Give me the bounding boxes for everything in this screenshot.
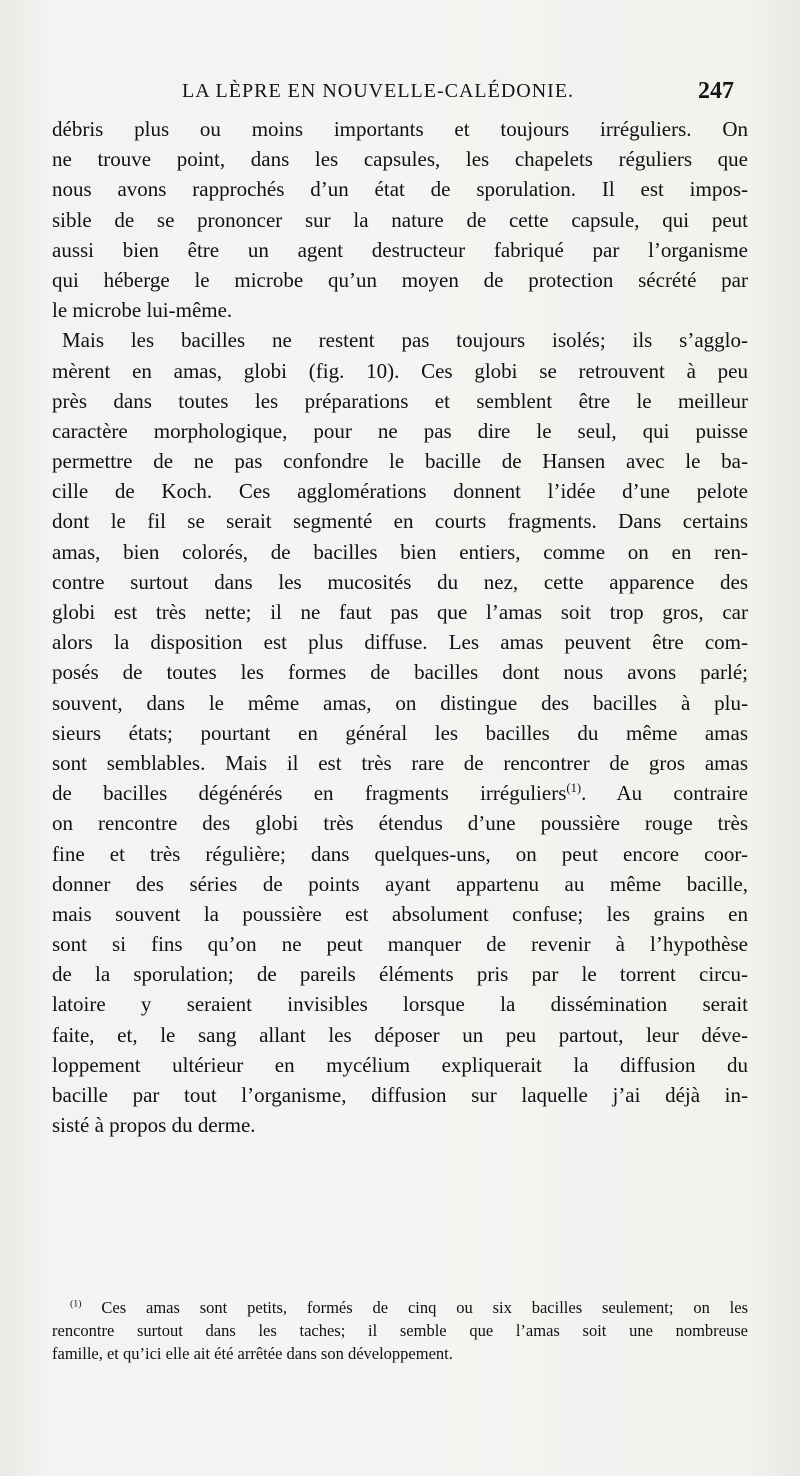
page-header — [182, 78, 738, 114]
text-line: qui héberge le microbe qu’un moyen de protection sécrété par — [52, 267, 748, 292]
text-line: aussi bien être un agent destructeur fabriqué par l’organisme — [52, 237, 748, 262]
text-line: dont le fil se serait segmenté en courts fragments. Dans certains — [52, 509, 748, 534]
text-line: sible de se prononcer sur la nature de cette capsule, qui peut — [52, 207, 748, 232]
page-number: 247 — [698, 78, 734, 104]
text-line: fine et très régulière; dans quelques-uns, on peut encore coor- — [52, 841, 748, 866]
text-line: latoire y seraient invisibles lorsque la dissémination serait — [52, 992, 748, 1017]
text-line: de la sporulation; de pareils éléments pris par le torrent circu- — [52, 962, 748, 987]
text-line: ne trouve point, dans les capsules, les chapelets réguliers que — [52, 147, 748, 172]
text-line: loppement ultérieur en mycélium expliquerait la diffusion du — [52, 1052, 748, 1077]
text-line: mais souvent la poussière est absolument confuse; les grains en — [52, 901, 748, 926]
body-text — [52, 114, 748, 1140]
text-line: alors la disposition est plus diffuse. Les amas peuvent être com- — [52, 630, 748, 655]
text-line: sieurs états; pourtant en général les bacilles du même amas — [52, 720, 748, 745]
text-line: débris plus ou moins importants et toujours irréguliers. On — [52, 117, 748, 141]
text-line: bacille par tout l’organisme, diffusion sur laquelle j’ai déjà in- — [52, 1083, 748, 1107]
text-line: amas, bien colorés, de bacilles bien entiers, comme on en ren- — [52, 539, 748, 564]
text-line: posés de toutes les formes de bacilles dont nous avons parlé; — [52, 660, 748, 685]
text-line: mèrent en amas, globi (fig. 10). Ces globi se retrouvent à peu — [52, 358, 748, 383]
text-line: donner des séries de points ayant appartenu au même bacille, — [52, 871, 748, 896]
text-line: Mais les bacilles ne restent pas toujours isolés; ils s’agglo- — [62, 328, 748, 353]
text-line: permettre de ne pas confondre le bacille de Hansen avec le ba- — [52, 449, 748, 474]
text-line: nous avons rapprochés d’un état de sporulation. Il est impos- — [52, 177, 748, 202]
text-line: le microbe lui-même. — [52, 298, 233, 323]
text-line: contre surtout dans les mucosités du nez, cette apparence des — [52, 569, 748, 594]
footnote-marker: (1) — [70, 1298, 82, 1310]
text-line: près dans toutes les préparations et semblent être le meilleur — [52, 388, 748, 413]
footnote — [52, 1296, 748, 1365]
text-line: faite, et, le sang allant les déposer un peu partout, leur déve- — [52, 1022, 748, 1047]
text-line: cille de Koch. Ces agglomérations donnent l’idée d’une pelote — [52, 479, 748, 504]
text-line: sisté à propos du derme. — [52, 1113, 256, 1138]
footnote-line — [52, 1296, 748, 1319]
text-line-with-footnote-ref — [52, 778, 748, 808]
text-line: caractère morphologique, pour ne pas dire le seul, qui puisse — [52, 418, 748, 443]
text-line: sont semblables. Mais il est très rare de rencontrer de gros amas — [52, 750, 748, 775]
text-line: on rencontre des globi très étendus d’une poussière rouge très — [52, 811, 748, 836]
footnote-line: famille, et qu’ici elle ait été arrêtée dans son développement. — [52, 1344, 453, 1363]
text-line: sont si fins qu’on ne peut manquer de revenir à l’hypothèse — [52, 932, 748, 957]
text-segment: de bacilles dégénérés en fragments irréguliers — [52, 781, 567, 806]
running-title: LA LÈPRE EN NOUVELLE-CALÉDONIE. — [182, 80, 575, 102]
footnote-line: rencontre surtout dans les taches; il semble que l’amas soit une nombreuse — [52, 1321, 748, 1340]
text-line: souvent, dans le même amas, on distingue des bacilles à plu- — [52, 690, 748, 715]
text-line: globi est très nette; il ne faut pas que l’amas soit trop gros, car — [52, 600, 748, 624]
footnote-text: Ces amas sont petits, formés de cinq ou six bacilles seulement; on les — [101, 1298, 749, 1317]
footnote-reference[interactable]: (1) — [566, 781, 582, 796]
text-segment: . Au contraire — [581, 781, 749, 806]
